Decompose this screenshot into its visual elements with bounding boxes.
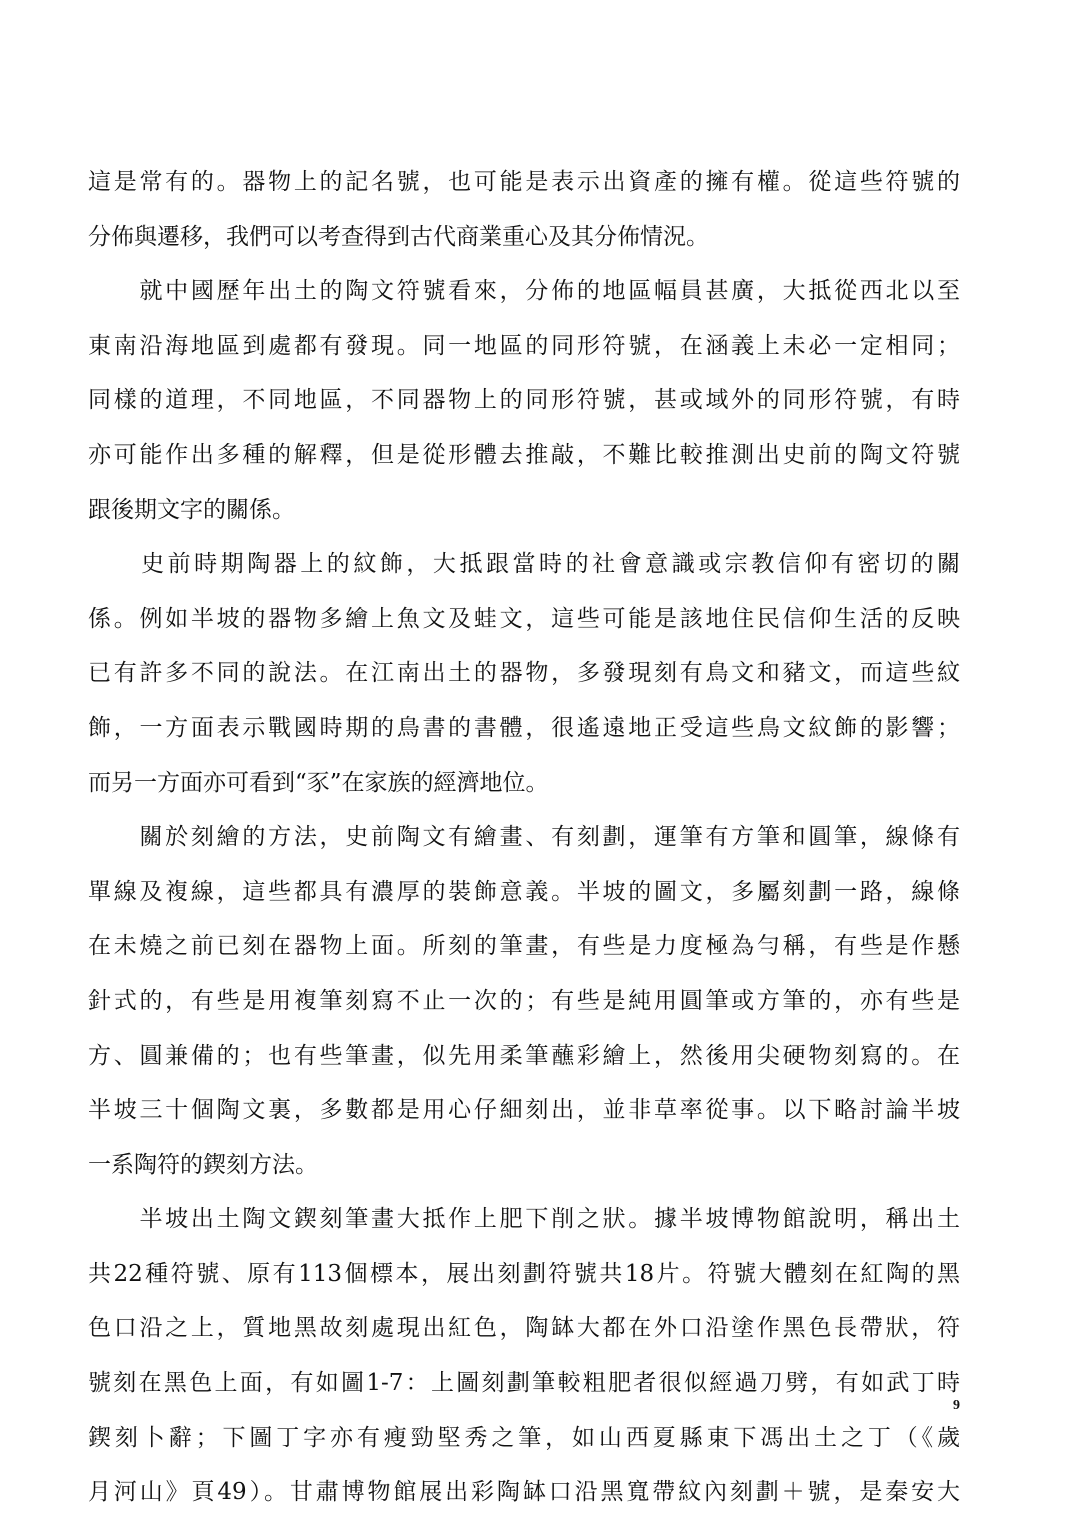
- text-line: 在未燒之前已刻在器物上面。所刻的筆畫，有些是力度極為勻稱，有些是作懸: [88, 933, 960, 960]
- text-line: 飾，一方面表示戰國時期的鳥書的書體，很遙遠地正受這些鳥文紋飾的影響；: [88, 714, 960, 741]
- text-line: 單線及複線，這些都具有濃厚的裝飾意義。半坡的圖文，多屬刻劃一路，線條: [88, 878, 960, 905]
- body-text: [88, 155, 960, 1520]
- text-line: 已有許多不同的說法。在江南出土的器物，多發現刻有鳥文和豬文，而這些紋: [88, 660, 960, 687]
- text-line: 跟後期文字的關係。: [88, 496, 295, 523]
- text-line: 鍥刻卜辭；下圖丁字亦有瘦勁堅秀之筆，如山西夏縣東下馮出土之丁（《歲: [88, 1424, 960, 1451]
- text-line: 係。例如半坡的器物多繪上魚文及蛙文，這些可能是該地住民信仰生活的反映: [88, 605, 960, 632]
- text-line: 號刻在黑色上面，有如圖1-7：上圖刻劃筆較粗肥者很似經過刀劈，有如武丁時: [88, 1370, 960, 1397]
- text-line: 色口沿之上，質地黑故刻處現出紅色，陶缽大都在外口沿塗作黑色長帶狀，符: [88, 1315, 960, 1342]
- page-number: 9: [953, 1398, 960, 1413]
- text-line: 亦可能作出多種的解釋，但是從形體去推敲，不難比較推測出史前的陶文符號: [88, 441, 960, 468]
- text-line: 半坡出土陶文鍥刻筆畫大抵作上肥下削之狀。據半坡博物館說明，稱出土: [88, 1206, 960, 1233]
- text-line: 針式的，有些是用複筆刻寫不止一次的；有些是純用圓筆或方筆的，亦有些是: [88, 987, 960, 1014]
- text-line: 而另一方面亦可看到“豕”在家族的經濟地位。: [88, 769, 549, 796]
- text-line: 關於刻繪的方法，史前陶文有繪畫、有刻劃，運筆有方筆和圓筆，線條有: [88, 824, 960, 851]
- text-line: 就中國歷年出土的陶文符號看來，分佈的地區幅員甚廣，大抵從西北以至: [88, 278, 960, 305]
- text-line: 方、圓兼備的；也有些筆畫，似先用柔筆蘸彩繪上，然後用尖硬物刻寫的。在: [88, 1042, 960, 1069]
- text-line: 一系陶符的鍥刻方法。: [88, 1151, 318, 1178]
- text-line: 半坡三十個陶文裏，多數都是用心仔細刻出，並非草率從事。以下略討論半坡: [88, 1097, 960, 1124]
- text-line: 這是常有的。器物上的記名號，也可能是表示出資產的擁有權。從這些符號的: [88, 169, 960, 195]
- text-line: 分佈與遷移，我們可以考查得到古代商業重心及其分佈情況。: [88, 223, 709, 250]
- text-line: 共22種符號、原有113個標本，展出刻劃符號共18片。符號大體刻在紅陶的黑: [88, 1260, 960, 1287]
- text-line: 史前時期陶器上的紋飾，大抵跟當時的社會意識或宗教信仰有密切的關: [88, 551, 960, 578]
- text-line: 月河山》頁49）。甘肅博物館展出彩陶缽口沿黑寬帶紋內刻劃＋號，是秦安大: [88, 1479, 960, 1506]
- text-line: 東南沿海地區到處都有發現。同一地區的同形符號，在涵義上未必一定相同；: [88, 332, 960, 359]
- text-line: 同樣的道理，不同地區，不同器物上的同形符號，甚或域外的同形符號，有時: [88, 387, 960, 414]
